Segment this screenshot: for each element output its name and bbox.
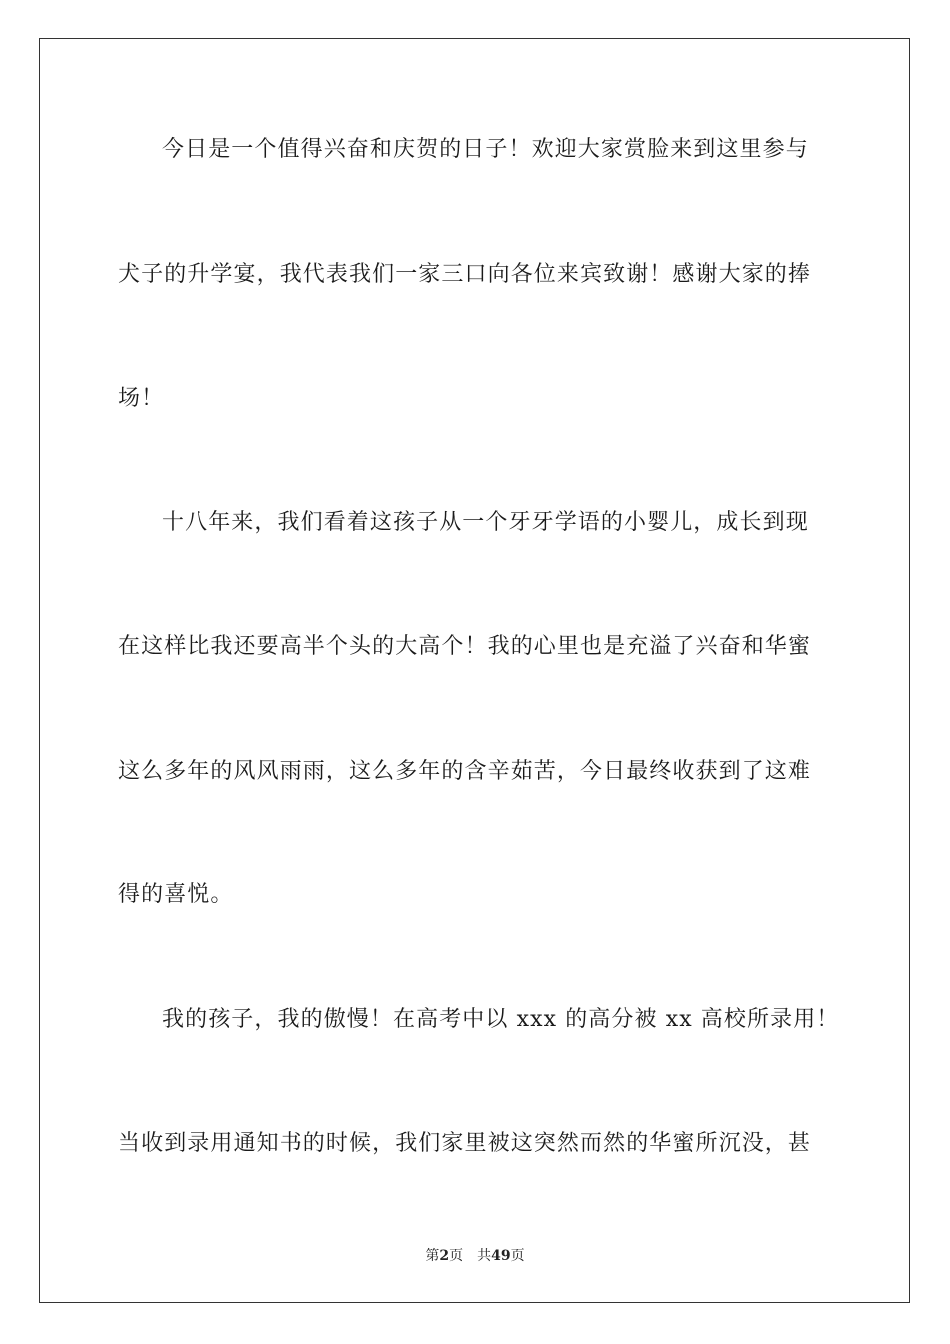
- paragraph-1-line-2: 犬子的升学宴，我代表我们一家三口向各位来宾致谢！感谢大家的捧: [118, 262, 812, 287]
- paragraph-3-line-1: 我的孩子，我的傲慢！在高考中以 xxx 的高分被 xx 高校所录用！: [162, 1007, 840, 1032]
- paragraph-3-line-2: 当收到录用通知书的时候，我们家里被这突然而然的华蜜所沉没，甚: [118, 1131, 812, 1156]
- page-border: [39, 38, 910, 1303]
- paragraph-2-line-1: 十八年来，我们看着这孩子从一个牙牙学语的小婴儿，成长到现: [162, 510, 809, 535]
- paragraph-2-line-3: 这么多年的风风雨雨，这么多年的含辛茹苦，今日最终收获到了这难: [118, 759, 812, 784]
- current-page-number: 2: [439, 1248, 450, 1264]
- paragraph-1-line-1: 今日是一个值得兴奋和庆贺的日子！欢迎大家赏脸来到这里参与: [162, 137, 809, 162]
- page-number-label: 第2页: [425, 1248, 464, 1264]
- paragraph-2-line-4: 得的喜悦。: [118, 882, 234, 907]
- total-pages-label: 共49页: [477, 1248, 525, 1264]
- page-footer: [0, 1246, 950, 1266]
- paragraph-2-line-2: 在这样比我还要高半个头的大高个！我的心里也是充溢了兴奋和华蜜: [118, 634, 812, 659]
- paragraph-1-line-3: 场！: [118, 386, 165, 411]
- total-page-count: 49: [491, 1248, 511, 1264]
